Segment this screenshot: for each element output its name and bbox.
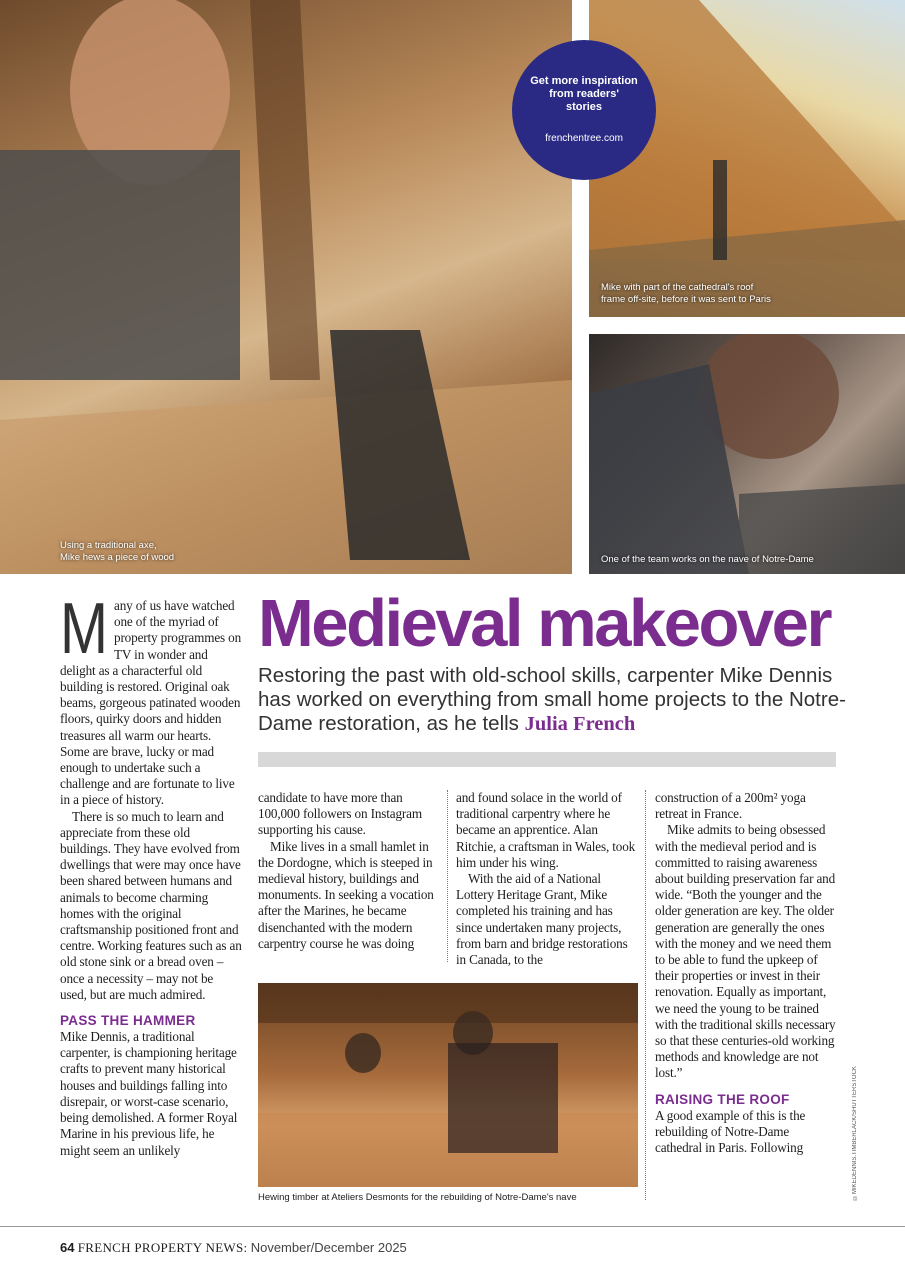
footer-rule [0,1226,905,1227]
nave-photo-caption: One of the team works on the nave of Notre-Dame [601,554,814,565]
paragraph: There is so much to learn and appreciate from these old buildings. They have evolved from dwellings that were may once have been shared between humans and animals to become charming homes with the original craftsmanship positioned front and centre. Working features such as an old stone sink or a bread oven – once a necessity – may not be used, but are much admired. [60,808,242,1002]
paragraph: With the aid of a National Lottery Heritage Grant, Mike completed his training and has since undertaken many projects, from barn and bridge restorations in Canada, to the [456,871,628,968]
axe-photo-caption: Using a traditional axe, Mike hews a piece of wood [60,540,175,563]
standfirst-text: Restoring the past with old-school skills, carpenter Mike Dennis has worked on everything from small home projects to the Notre-Dame restoration, as he tells [258,664,846,735]
subhead-pass-the-hammer: PASS THE HAMMER [60,1013,196,1029]
article-column-3 [456,790,638,968]
divider-bar [258,752,836,767]
paragraph: Mike Dennis, a traditional carpenter, is championing heritage crafts to prevent many historical houses and buildings falling into disrepair, or worst-case scenario, being demolished. A former Royal Marine in his previous life, he might seem an unlikely [60,1029,238,1158]
paragraph: candidate to have more than 100,000 followers on Instagram supporting his cause. [258,790,422,838]
axe-photo-illustration [0,0,572,574]
inspiration-badge[interactable] [512,40,656,180]
article-column-1 [60,589,242,1159]
badge-title: Get more inspiration from readers' stories [530,75,638,113]
paragraph: Mike admits to being obsessed with the medieval period and is committed to raising awareness about building preservation far and wide. “Both the younger and the older generation are key. The older generation are generally the ones with the money and we need them to be able to fund the upkeep of their properties or invest in their renovation. Equally as important, we need the young to be trained with the traditional skills necessary so that these centuries-old working methods and knowledge are not lost.” [655,822,836,1081]
nave-photo-illustration [589,334,905,574]
roof-photo-caption: Mike with part of the cathedral's roof frame off-site, before it was sent to Paris [601,282,771,305]
photo-credit: ©MIKEDENNIS.TIMBERLACK/SHUTTERSTOCK [852,1066,858,1200]
badge-url[interactable]: frenchentree.com [545,133,623,144]
column-rule [447,790,448,962]
magazine-name: FRENCH PROPERTY NEWS: [77,1240,248,1255]
hewing-photo-caption: Hewing timber at Ateliers Desmonts for the rebuilding of Notre-Dame's nave [258,1192,577,1203]
paragraph: Mike lives in a small hamlet in the Dordogne, which is steeped in medieval history, buildings and monuments. In seeking a vocation after the Marines, he became disenchanted with the modern carpentry course he was doing [258,838,434,951]
photo-roof-frame [589,0,905,317]
dropcap: M [60,589,108,669]
standfirst [258,664,848,736]
byline: Julia French [524,713,636,735]
paragraph: construction of a 200m² yoga retreat in France. [655,790,806,822]
page-footer [60,1240,407,1256]
article-column-2 [258,790,440,952]
paragraph: and found solace in the world of traditional carpentry where he became an apprentice. Alan Ritchie, a craftsman in Wales, took him under his wing. [456,790,636,870]
photo-nave-work [589,334,905,574]
page-number: 64 [60,1240,75,1255]
subhead-raising-the-roof: RAISING THE ROOF [655,1091,790,1107]
issue-date: November/December 2025 [250,1240,407,1255]
paragraph: A good example of this is the rebuilding of Notre-Dame cathedral in Paris. Following [655,1107,806,1156]
headline: Medieval makeover [258,586,831,661]
roof-photo-illustration [589,0,905,317]
intro-paragraph: any of us have watched one of the myriad of property programmes on TV in wonder and delight as a characterful old building is restored. Original oak beams, gorgeous patinated wooden floors, quirky doors and hidden treasures all warm our hearts. Some are brave, lucky or mad enough to undertake such a challenge and are fortunate to live in a piece of history. [60,598,242,808]
hewing-photo-illustration [258,983,638,1187]
photo-axe-hewing [0,0,572,574]
article-column-4 [655,790,837,1156]
column-rule [645,790,646,1200]
photo-hewing-timber [258,983,638,1187]
